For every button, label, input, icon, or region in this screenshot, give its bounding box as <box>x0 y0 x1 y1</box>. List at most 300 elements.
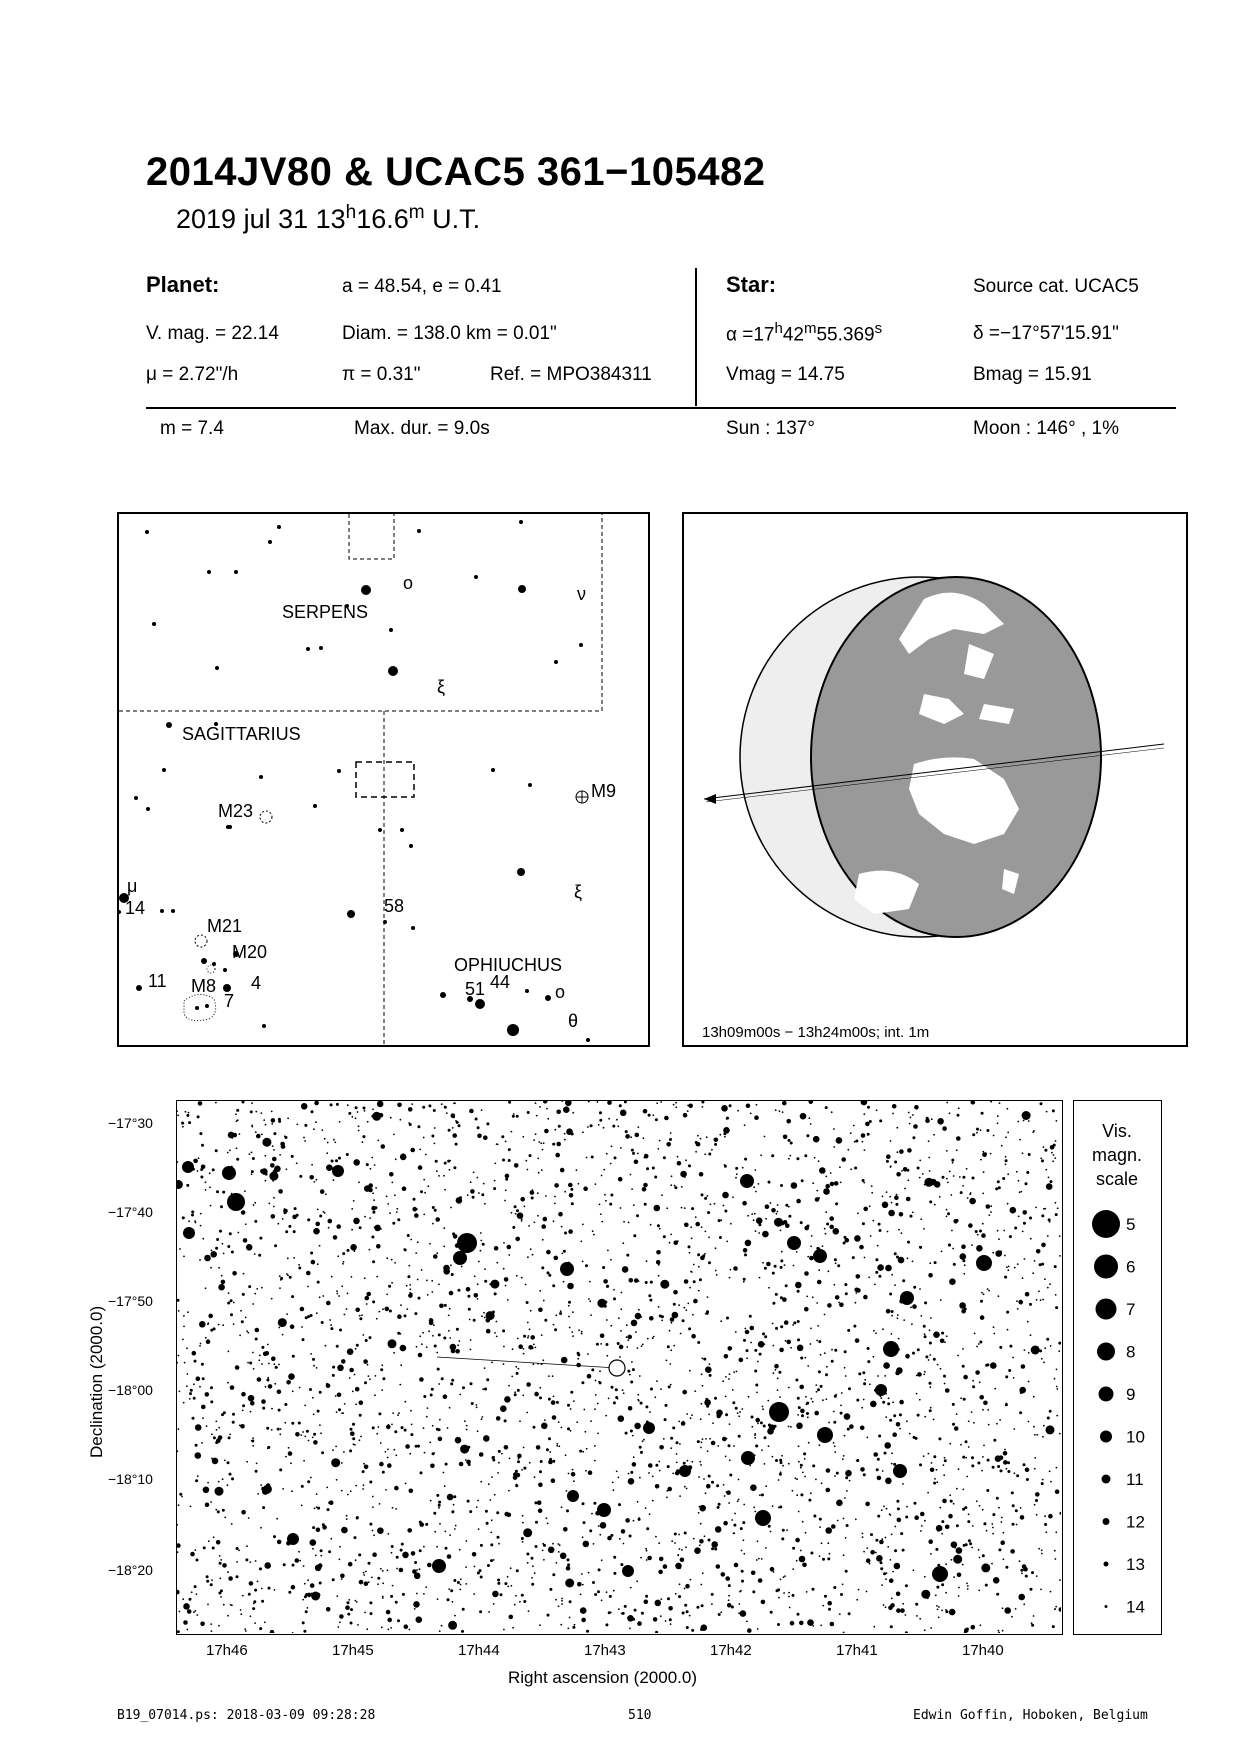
field-star <box>328 1550 331 1553</box>
field-star <box>929 1354 931 1356</box>
field-star <box>844 1350 847 1353</box>
field-star <box>752 1590 755 1593</box>
field-star <box>795 1282 802 1289</box>
field-star <box>543 1142 545 1144</box>
field-star <box>486 1122 489 1125</box>
field-star <box>682 1319 685 1322</box>
field-star <box>303 1565 305 1567</box>
field-star <box>431 1291 433 1293</box>
field-star <box>386 1196 388 1198</box>
field-star <box>307 1218 310 1221</box>
field-star <box>783 1592 785 1594</box>
field-star <box>987 1288 989 1290</box>
field-star <box>675 1106 677 1108</box>
field-star <box>515 1595 517 1597</box>
field-star <box>407 1275 410 1278</box>
field-star <box>772 1323 774 1325</box>
field-star <box>629 1535 632 1538</box>
field-star <box>546 1108 548 1110</box>
field-star <box>538 1172 540 1174</box>
field-star <box>253 1368 255 1370</box>
field-star <box>669 1138 672 1141</box>
field-star <box>661 1320 663 1322</box>
field-star <box>887 1231 889 1233</box>
field-star <box>551 1400 556 1405</box>
field-star <box>341 1527 348 1534</box>
field-star <box>805 1396 807 1398</box>
field-star <box>411 1551 416 1556</box>
field-star <box>481 1193 484 1196</box>
field-star <box>1056 1369 1058 1371</box>
field-star <box>418 1353 423 1358</box>
field-star <box>271 1429 273 1431</box>
field-star <box>544 1129 549 1134</box>
field-star <box>419 1549 422 1552</box>
field-star <box>802 1472 804 1474</box>
field-star <box>679 1443 681 1445</box>
field-star <box>700 1464 702 1466</box>
field-star <box>432 1452 435 1455</box>
field-star <box>511 1212 513 1214</box>
field-star <box>747 1628 752 1633</box>
legend-magnitude: 13 <box>1126 1555 1145 1574</box>
field-star <box>278 1120 281 1123</box>
field-star <box>585 1470 587 1472</box>
field-star <box>660 1101 662 1103</box>
field-star <box>1041 1358 1043 1360</box>
field-star <box>801 1414 804 1417</box>
field-star <box>464 1420 466 1422</box>
field-star <box>700 1418 702 1420</box>
field-star <box>944 1341 946 1343</box>
field-star <box>903 1319 905 1321</box>
field-star <box>1055 1306 1058 1309</box>
field-star <box>552 1543 554 1545</box>
field-star <box>1006 1311 1009 1314</box>
field-star <box>668 1606 673 1611</box>
field-star <box>200 1622 205 1627</box>
field-star <box>593 1502 596 1505</box>
field-star <box>912 1136 915 1139</box>
field-star <box>837 1520 839 1522</box>
field-star <box>351 1116 353 1118</box>
field-star <box>521 1220 523 1222</box>
field-star <box>248 1285 251 1288</box>
field-star <box>215 1509 217 1511</box>
field-star <box>474 1275 476 1277</box>
field-star <box>434 1531 436 1533</box>
field-star <box>977 1462 980 1465</box>
field-star <box>404 1624 409 1629</box>
field-star <box>630 1471 633 1474</box>
field-star <box>1056 1467 1058 1469</box>
field-star <box>930 1627 932 1629</box>
field-star <box>658 1306 660 1308</box>
field-star <box>773 1372 775 1374</box>
field-star <box>254 1293 256 1295</box>
field-star <box>278 1318 287 1327</box>
field-star <box>368 1581 370 1583</box>
field-star <box>807 1225 810 1228</box>
field-star <box>997 1122 999 1124</box>
field-star <box>337 1365 344 1372</box>
label-51: 51 <box>465 979 486 999</box>
field-star <box>177 1161 178 1163</box>
field-star <box>1026 1478 1029 1481</box>
field-star <box>1033 1615 1035 1617</box>
field-star <box>273 1206 275 1208</box>
field-star <box>1001 1517 1003 1519</box>
field-star <box>411 1424 413 1426</box>
field-star <box>514 1604 516 1606</box>
field-star <box>188 1112 190 1114</box>
field-star <box>655 1536 657 1538</box>
field-star <box>246 1545 248 1547</box>
field-star <box>222 1243 224 1245</box>
field-star <box>755 1445 758 1448</box>
field-star <box>868 1277 870 1279</box>
field-star <box>443 1227 445 1229</box>
field-star <box>178 1428 180 1430</box>
field-star <box>347 1613 350 1616</box>
field-star <box>963 1489 965 1491</box>
field-star <box>881 1509 883 1511</box>
field-star <box>197 1115 200 1118</box>
field-star <box>566 1509 569 1512</box>
field-star <box>896 1592 901 1597</box>
field-star <box>701 1441 703 1443</box>
field-star <box>834 1451 836 1453</box>
field-star <box>896 1194 898 1196</box>
field-star <box>216 1429 218 1431</box>
field-star <box>750 1326 755 1331</box>
field-star <box>833 1146 835 1148</box>
field-star <box>567 1628 569 1630</box>
field-star <box>1005 1159 1008 1162</box>
field-star <box>366 1303 368 1305</box>
field-star <box>899 1299 904 1304</box>
field-star <box>792 1547 795 1550</box>
field-star <box>691 1238 693 1240</box>
field-star <box>515 1213 517 1215</box>
field-star <box>993 1333 995 1335</box>
field-star <box>711 1541 718 1548</box>
field-star <box>582 1502 585 1505</box>
field-star <box>945 1610 948 1613</box>
field-star <box>341 1285 343 1287</box>
field-star <box>927 1492 929 1494</box>
field-star <box>629 1627 631 1629</box>
field-star <box>801 1179 804 1182</box>
field-star <box>455 1525 457 1527</box>
field-star <box>626 1324 628 1326</box>
field-star <box>423 1427 425 1429</box>
field-star <box>530 1190 535 1195</box>
field-star <box>862 1179 865 1182</box>
field-star <box>477 1177 479 1179</box>
label-xi-serpens: ξ <box>437 677 446 697</box>
field-star <box>1005 1164 1007 1166</box>
field-star <box>788 1139 791 1142</box>
field-star <box>929 1170 931 1172</box>
field-star <box>968 1223 973 1228</box>
field-star <box>720 1611 722 1613</box>
finder-star <box>361 585 371 595</box>
field-star <box>508 1490 510 1492</box>
field-star <box>728 1595 730 1597</box>
field-star <box>527 1256 529 1258</box>
field-star <box>895 1203 898 1206</box>
field-star <box>453 1495 456 1498</box>
field-star <box>228 1132 235 1139</box>
field-star <box>705 1438 707 1440</box>
field-star <box>452 1232 455 1235</box>
field-star <box>894 1526 896 1528</box>
field-star <box>433 1109 436 1112</box>
field-star <box>623 1543 625 1545</box>
field-star <box>217 1489 219 1491</box>
field-star <box>690 1271 692 1273</box>
field-star <box>494 1494 496 1496</box>
field-star <box>491 1362 493 1364</box>
star-vmag: Vmag = 14.75 <box>726 364 845 385</box>
field-star <box>885 1393 887 1395</box>
field-star <box>251 1173 253 1175</box>
field-star <box>874 1284 876 1286</box>
field-star <box>910 1117 912 1119</box>
field-star <box>542 1149 544 1151</box>
field-star <box>426 1280 428 1282</box>
field-star <box>923 1228 925 1230</box>
field-star <box>736 1173 738 1175</box>
legend-dot <box>1094 1255 1118 1279</box>
field-star <box>630 1136 632 1138</box>
field-star <box>1056 1388 1058 1390</box>
field-star <box>830 1172 832 1174</box>
field-star <box>846 1524 849 1527</box>
field-star <box>199 1321 206 1328</box>
field-star <box>347 1104 349 1106</box>
field-star <box>899 1149 904 1154</box>
field-star <box>400 1364 402 1366</box>
field-star <box>194 1360 197 1363</box>
field-star <box>827 1303 832 1308</box>
field-star <box>503 1346 505 1348</box>
field-star <box>863 1113 865 1115</box>
field-star <box>798 1406 801 1409</box>
field-star <box>839 1303 844 1308</box>
field-star <box>980 1300 983 1303</box>
field-star <box>396 1556 399 1559</box>
field-star <box>585 1431 587 1433</box>
field-star <box>933 1455 936 1458</box>
field-star <box>930 1553 932 1555</box>
field-star <box>215 1487 224 1496</box>
field-star <box>325 1345 327 1347</box>
field-star <box>723 1127 730 1134</box>
field-star <box>552 1143 555 1146</box>
field-star <box>825 1233 827 1235</box>
field-star <box>716 1564 721 1569</box>
field-star <box>255 1131 257 1133</box>
field-star <box>532 1565 534 1567</box>
field-star <box>1029 1217 1032 1220</box>
field-star <box>637 1394 639 1396</box>
field-star <box>896 1608 901 1613</box>
field-star <box>219 1562 222 1565</box>
field-star <box>842 1458 844 1460</box>
field-star <box>391 1424 393 1426</box>
field-star <box>205 1181 207 1183</box>
field-star <box>632 1368 635 1371</box>
field-star <box>1013 1428 1015 1430</box>
field-star <box>810 1328 812 1330</box>
field-star <box>576 1169 578 1171</box>
field-star <box>768 1445 770 1447</box>
field-star <box>379 1503 381 1505</box>
field-star <box>552 1375 554 1377</box>
field-star <box>704 1197 707 1200</box>
field-star <box>438 1333 441 1336</box>
field-star <box>296 1124 298 1126</box>
field-star <box>905 1354 910 1359</box>
magnitude-legend <box>1073 1100 1162 1635</box>
field-star <box>640 1402 643 1405</box>
field-star <box>227 1382 229 1384</box>
field-star <box>1004 1276 1007 1279</box>
field-star <box>1017 1263 1019 1265</box>
field-star <box>877 1476 882 1481</box>
field-star <box>511 1376 513 1378</box>
field-star <box>460 1578 462 1580</box>
field-star <box>708 1153 711 1156</box>
field-star <box>599 1204 601 1206</box>
field-star <box>227 1245 230 1248</box>
field-star <box>882 1328 884 1330</box>
field-star <box>533 1426 536 1429</box>
field-star <box>581 1381 584 1384</box>
field-star <box>732 1196 734 1198</box>
field-star <box>716 1484 719 1487</box>
field-star <box>203 1487 210 1494</box>
field-star <box>277 1428 280 1431</box>
field-star <box>344 1314 346 1316</box>
field-star <box>622 1266 629 1273</box>
field-star <box>182 1598 184 1600</box>
field-star <box>341 1462 343 1464</box>
field-star <box>551 1478 556 1483</box>
field-star <box>933 1358 936 1361</box>
field-star <box>878 1435 881 1438</box>
direction-arrow-icon <box>704 794 716 804</box>
field-star <box>548 1437 551 1440</box>
field-star <box>818 1340 821 1343</box>
field-star <box>402 1153 404 1155</box>
field-star <box>319 1296 321 1298</box>
field-star <box>676 1453 678 1455</box>
field-star <box>681 1207 683 1209</box>
field-star <box>504 1396 511 1403</box>
field-star <box>775 1293 778 1296</box>
field-star <box>896 1367 903 1374</box>
field-star <box>971 1411 973 1413</box>
ra-tick: 17h45 <box>332 1642 374 1659</box>
field-star <box>186 1385 188 1387</box>
field-star <box>971 1464 974 1467</box>
field-star <box>714 1138 719 1143</box>
field-star <box>836 1472 839 1475</box>
field-star <box>798 1511 800 1513</box>
field-star <box>1046 1111 1048 1113</box>
field-star <box>760 1154 762 1156</box>
field-star <box>589 1529 592 1532</box>
field-star <box>649 1513 651 1515</box>
field-star <box>331 1276 333 1278</box>
field-star <box>701 1604 704 1607</box>
field-star <box>700 1584 702 1586</box>
field-star <box>307 1607 309 1609</box>
field-star <box>720 1320 722 1322</box>
field-star <box>916 1375 918 1377</box>
field-star <box>1055 1606 1057 1608</box>
field-star <box>953 1555 962 1564</box>
field-star <box>286 1541 291 1546</box>
field-star <box>177 1114 179 1116</box>
field-star <box>561 1598 563 1600</box>
field-star <box>389 1310 392 1313</box>
field-star <box>212 1168 215 1171</box>
field-star <box>643 1109 648 1114</box>
field-star <box>458 1289 461 1292</box>
field-star <box>498 1543 500 1545</box>
field-star <box>741 1570 744 1573</box>
field-star <box>371 1236 374 1239</box>
field-star <box>531 1583 534 1586</box>
field-star <box>358 1553 361 1556</box>
field-star <box>387 1449 389 1451</box>
field-star <box>639 1446 642 1449</box>
field-star <box>659 1228 661 1230</box>
field-star <box>443 1175 445 1177</box>
field-star <box>293 1257 295 1259</box>
field-star <box>456 1197 463 1204</box>
finder-star <box>347 910 355 918</box>
field-star <box>1018 1216 1020 1218</box>
field-star <box>457 1233 477 1253</box>
field-star <box>844 1435 846 1437</box>
field-star <box>201 1363 204 1366</box>
field-star <box>1035 1353 1037 1355</box>
field-star <box>347 1249 350 1252</box>
field-star <box>1023 1603 1025 1605</box>
field-star <box>501 1135 504 1138</box>
field-star <box>248 1593 251 1596</box>
field-star <box>707 1450 709 1452</box>
field-star <box>414 1312 417 1315</box>
field-star <box>505 1174 510 1179</box>
field-star <box>864 1257 866 1259</box>
field-star <box>618 1415 625 1422</box>
star-dec: δ =−17°57'15.91" <box>973 323 1119 344</box>
field-star <box>779 1348 784 1353</box>
field-star <box>404 1314 407 1317</box>
field-star <box>315 1121 317 1123</box>
field-star <box>549 1588 552 1591</box>
field-star <box>563 1106 570 1113</box>
field-star <box>341 1412 343 1414</box>
field-star <box>883 1505 885 1507</box>
field-star <box>500 1405 507 1412</box>
